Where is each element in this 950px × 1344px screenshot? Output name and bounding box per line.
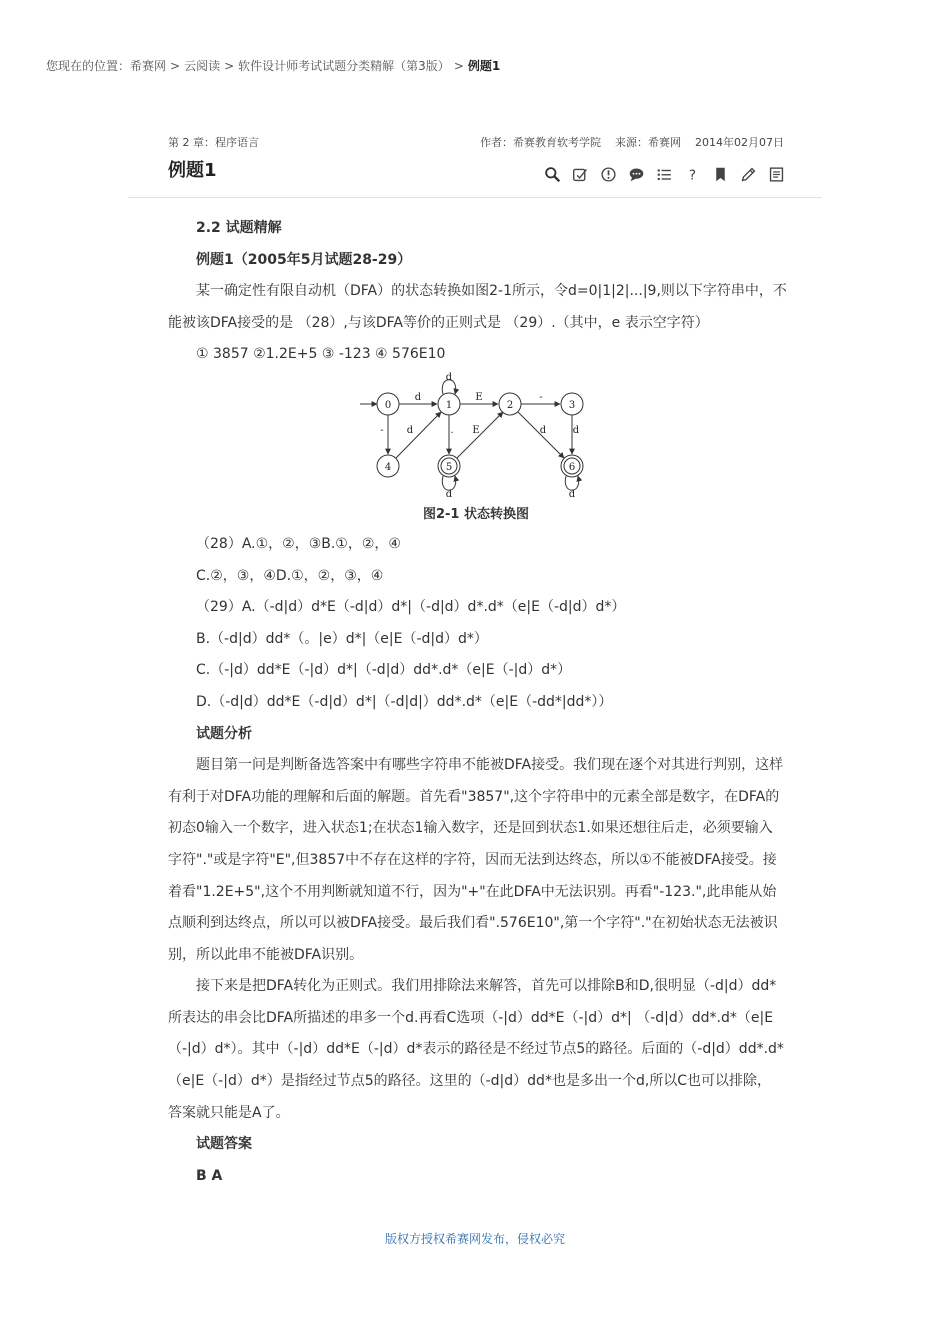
article-meta [466,134,784,150]
breadcrumb-current: 例题1 [467,59,501,73]
page-title: 例题1 [168,160,217,181]
option-29-b: B.（-d|d）dd*（。|e）d*|（e|E（-d|d）d*） [196,630,488,647]
alert-icon[interactable] [597,163,619,185]
help-icon[interactable] [681,163,703,185]
breadcrumb-link-book[interactable]: 软件设计师考试试题分类精解（第3版） [238,59,450,73]
comment-icon[interactable] [625,163,647,185]
author-label: 作者：希赛教育软考学院 [480,136,601,149]
option-29-c: C.（-|d）dd*E（-|d）d*|（-d|d）dd*.d*（e|E（-|d）d*） [196,662,572,679]
dfa-figure [168,371,784,501]
toolbar [541,163,787,185]
breadcrumb-link-home[interactable]: 希赛网 [130,59,167,73]
svg-text:?: ? [688,167,696,183]
dfa-edge-label: d [445,488,453,500]
figure-caption: 图2-1 状态转换图 [422,506,529,522]
chapter-label: 第 2 章：程序语言 [168,136,259,149]
answer-text: B A [196,1167,223,1184]
dfa-node-label: 4 [384,461,392,473]
analysis-title: 试题分析 [196,725,252,742]
dfa-node-label: 0 [384,399,392,411]
breadcrumb-prefix: 您现在的位置： [46,59,131,73]
bookmark-icon[interactable] [709,163,731,185]
breadcrumb-link-cloud-read[interactable]: 云阅读 [184,59,221,73]
answer-title: 试题答案 [196,1136,252,1153]
analysis-paragraph-1: 题目第一问是判断备选答案中有哪些字符串不能被DFA接受。我们现在逐个对其进行判别，这样有利于对DFA功能的理解和后面的解题。首先看"3857",这个字符串中的元素全部是数字，在DFA的初态0输入一个数字，进入状态1;在状态1输入数字，还是回到状态1.如果还想往后走，必须要输入字符"."或是字符"E",但3857中不存在这样的字符，因而无法到达终态，所以①不能被DFA接受。接着看"1.2E+5",这个不用判断就知道不行，因为"+"在此DFA中无法识别。再看"-123.",此串能从始点顺利到达终点，所以可以被DFA接受。最后我们看".576E10",第一个字符"."在初始状态无法被识别，所以此串不能被DFA识别。 [168,757,784,963]
dfa-node-label: 6 [568,461,576,473]
note-icon[interactable] [569,163,591,185]
dfa-edge-label: . [450,424,454,436]
dfa-edge-label: E [472,424,480,436]
question-text-line-1: 某一确定性有限自动机（DFA）的状态转换如图2-1所示，令d=0|1|2|...|9,则以下字符串中，不 [196,283,787,300]
option-29-d: D.（-d|d）dd*E（-d|d）d*|（-d|d|）dd*.d*（e|E（-dd*|dd*）） [196,693,613,710]
breadcrumb [46,57,500,74]
dfa-edge-label: E [475,391,483,403]
option-28-line-2: C.②，③，④D.①，②，③，④ [196,567,384,584]
dfa-edge-label: d [572,424,580,436]
search-icon[interactable] [541,163,563,185]
edit-icon[interactable] [737,163,759,185]
dfa-edge-label: d [406,424,414,436]
analysis-paragraph-2: 接下来是把DFA转化为正则式。我们用排除法来解答，首先可以排除B和D,很明显（-d|d）dd*所表达的串会比DFA所描述的串多一个d.再看C选项（-|d）dd*E（-|d）d*| （-d|d）dd*.d*（e|E（-|d）d*）。其中（-|d）dd*E（-|d）d*表示的路径是不经过节点5的路径。后面的（-d|d）dd*.d*（e|E（-|d）d*）是指经过节点5的路径。这里的（-d|d）dd*也是多出一个d,所以C也可以排除，答案就只能是A了。 [168,978,784,1121]
dfa-edge-label: d [414,391,422,403]
dfa-edge-label: - [380,424,384,436]
dfa-node-label: 1 [445,399,453,411]
dfa-edge-label: d [445,371,453,383]
dfa-edge-label: d [568,488,576,500]
date-label: 2014年02月07日 [695,136,784,149]
breadcrumb-separator: > [170,59,181,73]
dfa-node-label: 5 [445,461,453,473]
dfa-edge-label: - [539,391,543,403]
example-title: 例题1（2005年5月试题28-29） [196,251,412,268]
dfa-node-label: 3 [568,399,576,411]
source-label: 来源：希赛网 [615,136,681,149]
list-icon[interactable] [653,163,675,185]
copyright-footer: 版权方授权希赛网发布，侵权必究 [384,1232,565,1246]
header-divider [128,197,822,198]
article-body [168,213,787,1192]
question-text-line-2: 能被该DFA接受的是 （28）,与该DFA等价的正则式是 （29）.（其中，e 表示空字符） [168,314,709,331]
breadcrumb-separator: > [224,59,235,73]
dfa-edge-label: d [539,424,547,436]
option-29-a: （29）A.（-d|d）d*E（-d|d）d*|（-d|d）d*.d*（e|E（-d|d）d*） [196,599,626,616]
breadcrumb-separator: > [453,59,464,73]
dfa-diagram [358,371,598,501]
option-28-line-1: （28）A.①，②，③B.①，②，④ [196,535,401,552]
section-title: 2.2 试题精解 [196,220,282,236]
dfa-node-label: 2 [506,399,514,411]
answer-choices: ① 3857 ②1.2E+5 ③ -123 ④ 576E10 [196,346,446,363]
document-icon[interactable] [765,163,787,185]
